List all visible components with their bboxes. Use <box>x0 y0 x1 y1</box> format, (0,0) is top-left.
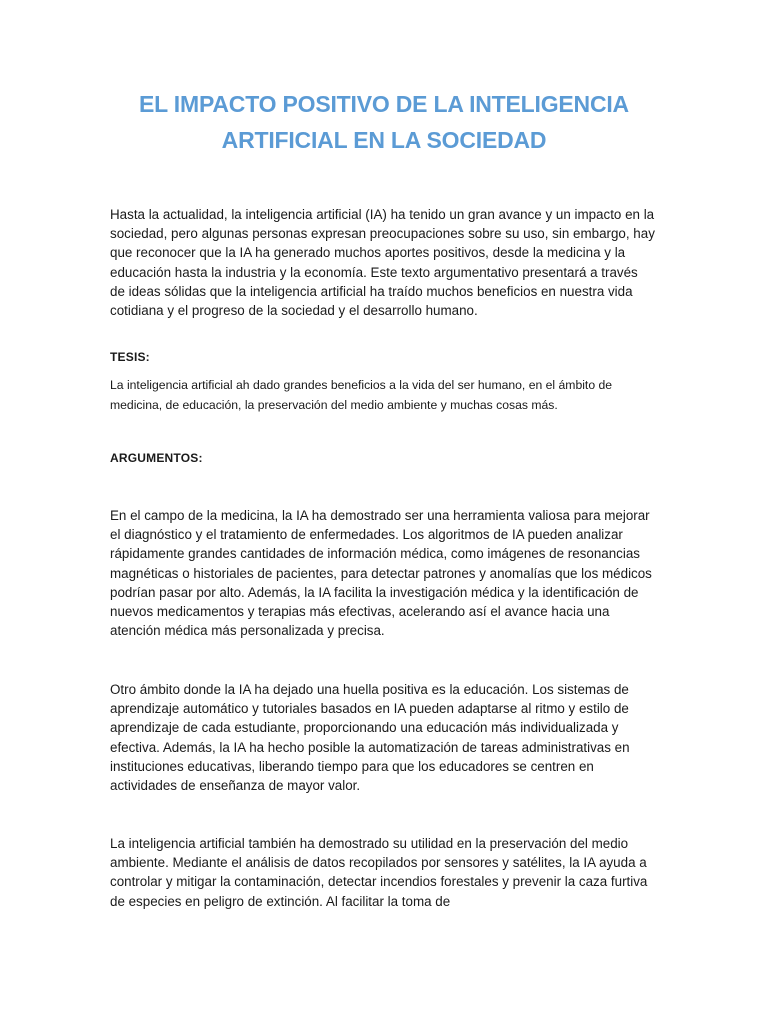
argument-paragraph-environment: La inteligencia artificial también ha demostrado su utilidad en la preservación del medio ambiente. Mediante el análisis de datos recopilados por sensores y satélites, la IA ayuda a controlar y mitigar la contaminación, detectar incendios forestales y prevenir la caza furtiva de especies en peligro de extinción. Al facilitar la toma de <box>110 836 648 909</box>
argument-paragraph-medicine: En el campo de la medicina, la IA ha demostrado ser una herramienta valiosa para mejorar el diagnóstico y el tratamiento de enfermedades. Los algoritmos de IA pueden analizar rápidamente grandes cantidades de información médica, como imágenes de resonancias magnéticas o historiales de pacientes, para detectar patrones y anomalías que los médicos podrían pasar por alto. Además, la IA facilita la investigación médica y la identificación de nuevos medicamentos y terapias más efectivas, acelerando así el avance hacia una atención médica más personalizada y precisa. <box>110 508 652 639</box>
argumentos-heading: ARGUMENTOS: <box>110 451 203 465</box>
tesis-heading: TESIS: <box>110 350 150 364</box>
document-title: EL IMPACTO POSITIVO DE LA INTELIGENCIA ARTIFICIAL EN LA SOCIEDAD <box>139 91 629 153</box>
argument-paragraph-education: Otro ámbito donde la IA ha dejado una huella positiva es la educación. Los sistemas de aprendizaje automático y tutoriales basados en IA pueden adaptarse al ritmo y estilo de aprendizaje de cada estudiante, proporcionando una educación más individualizada y efectiva. Además, la IA ha hecho posible la automatización de tareas administrativas en instituciones educativas, liberando tiempo para que los educadores se centren en actividades de enseñanza de mayor valor. <box>110 682 630 794</box>
tesis-paragraph: La inteligencia artificial ah dado grandes beneficios a la vida del ser humano, en el ámbito de medicina, de educación, la preservación del medio ambiente y muchas cosas más. <box>110 378 613 412</box>
intro-paragraph: Hasta la actualidad, la inteligencia artificial (IA) ha tenido un gran avance y un impacto en la sociedad, pero algunas personas expresan preocupaciones sobre su uso, sin embargo, hay que reconocer que la IA ha generado muchos aportes positivos, desde la medicina y la educación hasta la industria y la economía. Este texto argumentativo presentará a través de ideas sólidas que la inteligencia artificial ha traído muchos beneficios en nuestra vida cotidiana y el progreso de la sociedad y el desarrollo humano. <box>110 207 655 319</box>
